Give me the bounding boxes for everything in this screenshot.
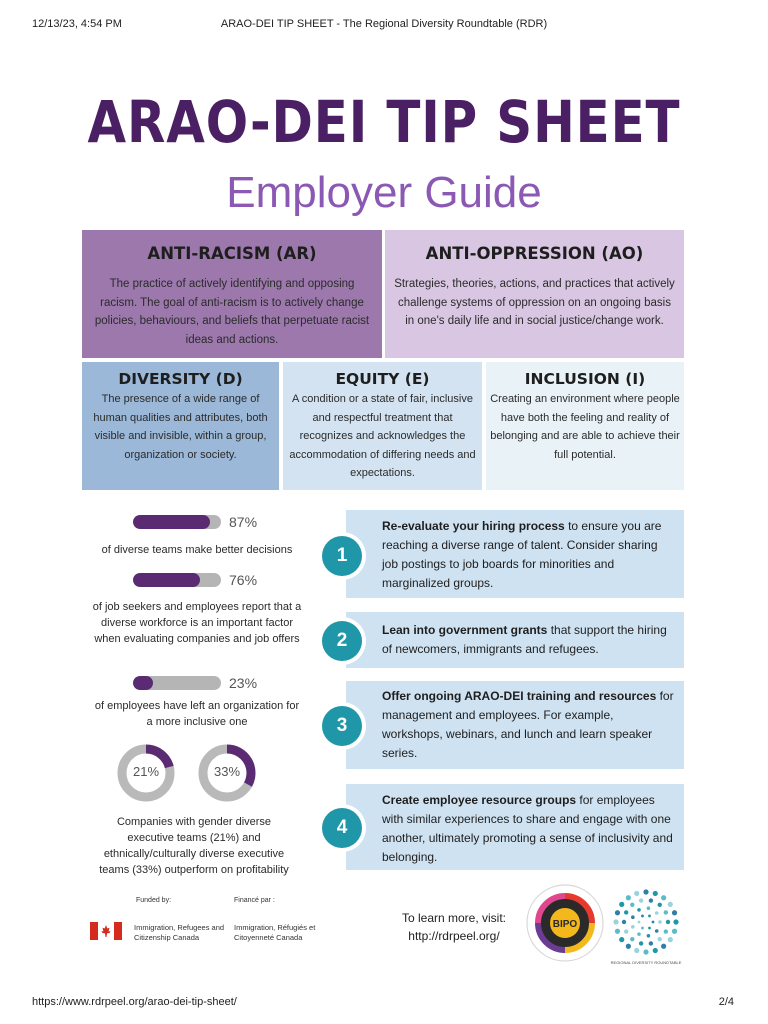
definition-text: The presence of a wide range of human qualities and attributes, both visible and invisible, within a group, organization or society. (93, 393, 268, 461)
stat-bar-3 (133, 676, 221, 690)
stat-text: of job seekers and employees report that a diverse workforce is an important factor when evaluating companies and job offers (92, 601, 302, 645)
rdr-logo-dot (631, 925, 635, 929)
rdr-logo-text: REGIONAL DIVERSITY ROUNDTABLE (610, 960, 682, 965)
stat-bar-2 (133, 573, 221, 587)
rdr-logo-dot (615, 910, 620, 915)
definition-heading: ANTI-OPPRESSION (AO) (425, 244, 644, 263)
print-url: https://www.rdrpeel.org/arao-dei-tip-sheet/ (32, 996, 237, 1008)
print-page-title: ARAO-DEI TIP SHEET - The Regional Diversity Roundtable (RDR) (220, 18, 548, 30)
print-page-number: 2/4 (718, 996, 734, 1008)
tip-1 (346, 510, 684, 598)
rdr-logo-dot (653, 948, 658, 953)
rdr-logo-dot (666, 920, 670, 924)
rdr-logo-dot (658, 903, 662, 907)
rdr-logo-dot (638, 921, 641, 924)
rdr-logo-dot (637, 908, 641, 912)
definition-diversity (82, 362, 279, 490)
rdr-logo-dot (630, 903, 634, 907)
rdr-logo-dot (661, 944, 666, 949)
tip-4 (346, 784, 684, 870)
learn-more-link[interactable]: http://rdrpeel.org/ (408, 929, 500, 943)
rdr-logo-dot (634, 891, 639, 896)
tip-bold: Lean into government grants (382, 623, 548, 637)
rdr-logo-dot (652, 921, 655, 924)
definition-equity (283, 362, 482, 490)
tip-rest: to ensure you are reaching a diverse range of talent. Consider sharing job postings to job boards for minorities and marginalized groups. (382, 519, 662, 590)
rdr-logo-dot (639, 898, 643, 902)
tip-bold: Offer ongoing ARAO-DEI training and resources (382, 689, 657, 703)
definition-text: A condition or a state of fair, inclusive and respectful treatment that recognizes and acknowledges the accommodation of differing needs and expectations. (289, 393, 476, 479)
rdr-logo-dot (641, 927, 644, 930)
tip-number-2: 2 (322, 621, 362, 661)
page-subtitle: Employer Guide (226, 168, 542, 217)
definition-heading: ANTI-RACISM (AR) (147, 244, 317, 263)
definition-text: Creating an environment where people have both the feeling and reality of belonging and are able to achieve their full potential. (490, 393, 680, 461)
rdr-logo-dot (641, 915, 644, 918)
rdr-logo-dot (672, 910, 677, 915)
rdr-logo-dot (661, 895, 666, 900)
print-datetime: 12/13/23, 4:54 PM (32, 18, 122, 30)
tip-text (382, 687, 674, 763)
tip-text (382, 517, 674, 593)
tip-number-4: 4 (322, 808, 362, 848)
funded-by-label: Funded by: (136, 897, 172, 904)
tip-bold: Create employee resource groups (382, 793, 577, 807)
rdr-logo (598, 876, 694, 972)
definition-anti-racism (82, 230, 382, 358)
tip-2 (346, 612, 684, 668)
progress-bar (133, 515, 221, 529)
stat-text: of employees have left an organization for a more inclusive one (94, 700, 300, 728)
definition-text: The practice of actively identifying and opposing racism. The goal of anti-racism is to actively change policies, behaviours, and beliefs that perpetuate racist ideas and actions. (94, 278, 370, 346)
rdr-logo-dot (648, 915, 651, 918)
rdr-logo-dot (624, 929, 628, 933)
rdr-logo-dot (658, 920, 662, 924)
rdr-logo-dot (647, 934, 651, 938)
dept-name-fr: Immigration, Réfugiés et Citoyenneté Canada (234, 923, 316, 942)
progress-bar (133, 676, 221, 690)
progress-bar-fill (133, 676, 153, 690)
rdr-logo-dot (619, 937, 624, 942)
rdr-logo-dot (673, 919, 678, 924)
stat-percent: 87% (229, 514, 258, 530)
page-title: ARAO-DEI TIP SHEET (87, 88, 681, 156)
rdr-logo-dot (631, 915, 635, 919)
definition-heading: EQUITY (E) (335, 370, 430, 388)
rdr-logo-dot (634, 948, 639, 953)
tip-rest: for management and employees. For example, workshops, webinars, and lunch and learn speaker series. (382, 689, 674, 760)
tip-3 (346, 681, 684, 769)
canada-flag-icon (90, 922, 122, 940)
rdr-logo-dot (624, 910, 628, 914)
progress-bar-fill (133, 573, 200, 587)
tip-number-3: 3 (322, 706, 362, 746)
rdr-logo-dot (626, 944, 631, 949)
rdr-logo-dot (653, 891, 658, 896)
rdr-logo-dot (672, 929, 677, 934)
rdr-logo-dot (637, 932, 641, 936)
tip-number-1: 1 (322, 536, 362, 576)
tip-text (382, 791, 674, 867)
definition-anti-oppression (385, 230, 684, 358)
learn-more-text: To learn more, visit: (401, 911, 507, 925)
bipo-logo (520, 878, 610, 968)
rdr-logo-dot (655, 911, 659, 915)
definition-heading: DIVERSITY (D) (118, 370, 243, 388)
progress-bar-fill (133, 515, 210, 529)
tip-rest: that support the hiring of newcomers, immigrants and refugees. (382, 623, 667, 656)
stat-bar-1 (133, 515, 221, 529)
stat-percent: 23% (229, 675, 258, 691)
rdr-logo-dot (615, 929, 620, 934)
tip-rest: for employees with similar experiences to share and engage with one another, ultimately promoting a sense of inclusivity and belonging. (382, 793, 673, 864)
progress-bar (133, 573, 221, 587)
rdr-logo-dot (643, 889, 648, 894)
learn-more (390, 909, 518, 945)
finance-par-label: Financé par : (234, 897, 275, 904)
rdr-logo-dot (658, 937, 662, 941)
stat-percent: 76% (229, 572, 258, 588)
donut-text: Companies with gender diverse executive teams (21%) and ethnically/culturally diverse executive teams (33%) outperform on profitability (99, 816, 289, 876)
rdr-logo-dot (655, 929, 659, 933)
stat-text: of diverse teams make better decisions (101, 544, 293, 556)
rdr-logo-dot (668, 937, 673, 942)
rdr-logo-dot (619, 902, 624, 907)
rdr-logo-dot (649, 941, 653, 945)
rdr-logo-dot (639, 941, 643, 945)
rdr-logo-dot (626, 895, 631, 900)
rdr-logo-dot (630, 937, 634, 941)
rdr-logo-dot (613, 919, 618, 924)
rdr-logo-dot (649, 898, 653, 902)
bipo-logo-text: BIPO (552, 919, 578, 930)
rdr-logo-dot (668, 902, 673, 907)
definition-text: Strategies, theories, actions, and practices that actively challenge systems of oppression on an ongoing basis in one's daily life and in social justice/change work. (394, 278, 675, 327)
tip-bold: Re-evaluate your hiring process (382, 519, 565, 533)
rdr-logo-dot (664, 910, 668, 914)
dept-name-en: Immigration, Refugees and Citizenship Canada (134, 923, 225, 942)
donut-label: 21% (132, 764, 160, 779)
definition-inclusion (486, 362, 684, 490)
tip-text (382, 621, 674, 659)
donut-label: 33% (213, 764, 241, 779)
rdr-logo-dot (622, 920, 626, 924)
rdr-logo-dot (647, 906, 651, 910)
definition-heading: INCLUSION (I) (524, 370, 646, 388)
rdr-logo-dot (643, 949, 648, 954)
rdr-logo-dot (664, 929, 668, 933)
rdr-logo-dot (648, 927, 651, 930)
